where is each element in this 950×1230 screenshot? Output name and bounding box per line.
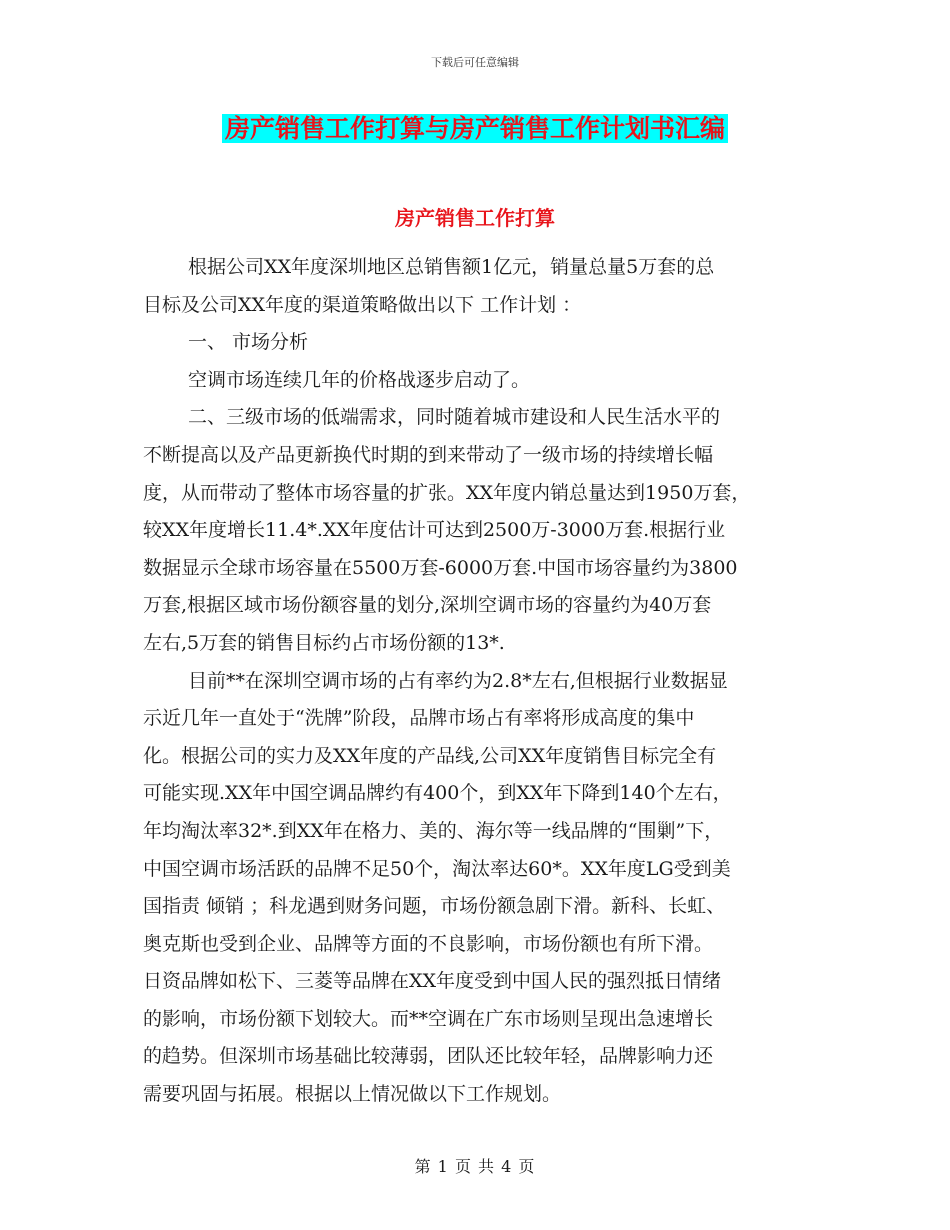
text-line: 不断提高以及产品更新换代时期的到来带动了一级市场的持续增长幅 <box>143 443 714 466</box>
text-line: 中国空调市场活跃的品牌不足50个，淘汰率达60*。XX年度LG受到美 <box>143 857 731 880</box>
body-text <box>143 249 823 1114</box>
text-line: 根据公司XX年度深圳地区总销售额1亿元，销量总量5万套的总 <box>188 256 715 278</box>
document-title <box>0 112 950 146</box>
text-line: 年均淘汰率32*.到XX年在格力、美的、海尔等一线品牌的“围剿”下， <box>143 819 724 842</box>
section-title: 房产销售工作打算 <box>395 206 555 230</box>
text-line: 的影响，市场份额下划较大。而**空调在广东市场则呈现出急速增长 <box>143 1007 714 1030</box>
text-line: 可能实现.XX年中国空调品牌约有400个，到XX年下降到140个左右， <box>143 782 732 805</box>
text-line: 度，从而带动了整体市场容量的扩张。XX年度内销总量达到1950万套， <box>143 481 751 504</box>
text-line: 化。根据公司的实力及XX年度的产品线,公司XX年度销售目标完全有 <box>143 744 717 767</box>
document-title-text: 房产销售工作打算与房产销售工作计划书汇编 <box>222 114 728 143</box>
text-line: 需要巩固与拓展。根据以上情况做以下工作规划。 <box>143 1083 562 1106</box>
text-line: 的趋势。但深圳市场基础比较薄弱，团队还比较年轻，品牌影响力还 <box>143 1045 714 1068</box>
text-line: 日资品牌如松下、三菱等品牌在XX年度受到中国人民的强烈抵日情绪 <box>143 970 722 993</box>
text-line: 空调市场连续几年的价格战逐步启动了。 <box>188 368 531 391</box>
text-line: 目前**在深圳空调市场的占有率约为2.8*左右,但根据行业数据显 <box>188 669 728 692</box>
text-line: 较XX年度增长11.4*.XX年度估计可达到2500万-3000万套.根据行业 <box>143 519 726 542</box>
page-number: 第 1 页 共 4 页 <box>414 1157 536 1176</box>
text-line: 奥克斯也受到企业、品牌等方面的不良影响，市场份额也有所下滑。 <box>143 932 714 955</box>
text-line: 一、 市场分析 <box>188 331 309 354</box>
text-line: 示近几年一直处于“洗牌”阶段，品牌市场占有率将形成高度的集中 <box>143 707 695 730</box>
text-line: 目标及公司XX年度的渠道策略做出以下 工作计划 ： <box>143 293 582 316</box>
text-line: 左右,5万套的销售目标约占市场份额的13*. <box>143 631 505 654</box>
text-line: 二、三级市场的低端需求，同时随着城市建设和人民生活水平的 <box>188 406 721 429</box>
text-line: 国指责 倾销 ；科龙遇到财务问题，市场份额急剧下滑。新科、长虹、 <box>143 895 726 918</box>
page-header-note: 下载后可任意编辑 <box>431 56 519 69</box>
text-line: 数据显示全球市场容量在5500万套-6000万套.中国市场容量约为3800 <box>143 556 738 579</box>
text-line: 万套,根据区域市场份额容量的划分,深圳空调市场的容量约为40万套 <box>143 594 712 617</box>
